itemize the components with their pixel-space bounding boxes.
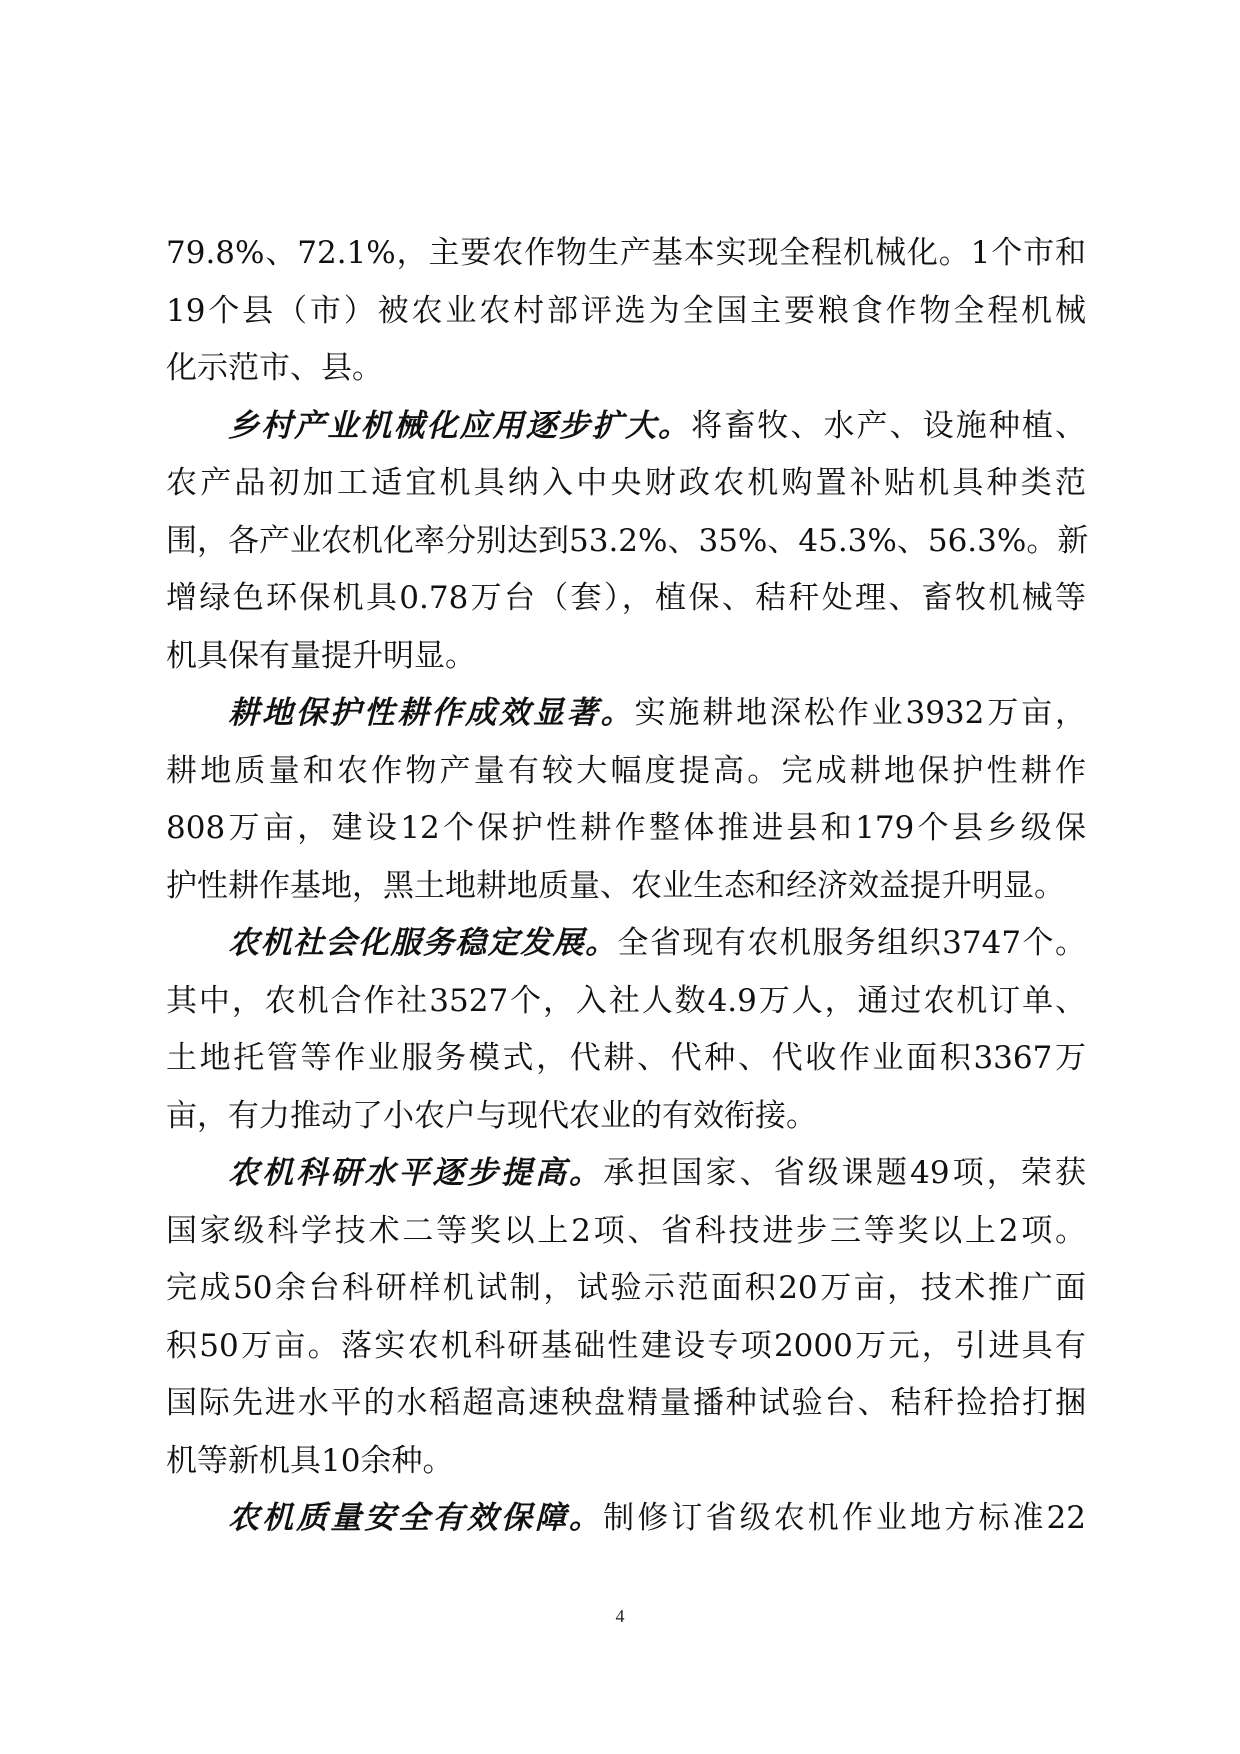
text-line: 79.8%、72.1%，主要农作物生产基本实现全程机械化。1个市和 — [166, 235, 1086, 271]
paragraph — [166, 685, 1086, 915]
text-segment: 全省现有农机服务组织3747个。 — [617, 925, 1086, 961]
paragraph-heading: 耕地保护性耕作成效显著。 — [228, 695, 635, 731]
text-line: 机具保有量提升明显。 — [166, 637, 476, 674]
paragraph-heading: 乡村产业机械化应用逐步扩大。 — [228, 407, 692, 444]
paragraph — [166, 915, 1086, 1145]
paragraph — [166, 1490, 1086, 1548]
text-segment: 承担国家、省级课题49项，荣获 — [603, 1155, 1086, 1191]
text-line: 国际先进水平的水稻超高速秧盘精量播种试验台、秸秆捡拾打捆 — [166, 1385, 1086, 1421]
text-line: 农产品初加工适宜机具纳入中央财政农机购置补贴机具种类范 — [166, 465, 1086, 501]
text-line — [166, 915, 1086, 973]
text-line: 其中，农机合作社3527个，入社人数4.9万人，通过农机订单、 — [166, 982, 1086, 1019]
text-line: 机等新机具10余种。 — [166, 1442, 454, 1479]
paragraph-heading: 农机社会化服务稳定发展。 — [228, 925, 618, 961]
paragraph-heading: 农机科研水平逐步提高。 — [228, 1155, 604, 1191]
text-line: 增绿色环保机具0.78万台（套），植保、秸秆处理、畜牧机械等 — [166, 580, 1086, 616]
text-segment: 制修订省级农机作业地方标准22 — [603, 1500, 1086, 1536]
text-line — [166, 1145, 1086, 1203]
document-body — [166, 225, 1089, 1548]
paragraph — [166, 225, 1086, 398]
paragraph — [166, 398, 1089, 686]
text-line: 亩，有力推动了小农户与现代农业的有效衔接。 — [166, 1097, 817, 1134]
text-line: 耕地质量和农作物产量有较大幅度提高。完成耕地保护性耕作 — [166, 752, 1086, 789]
text-line: 完成50余台科研样机试制，试验示范面积20万亩，技术推广面 — [166, 1270, 1086, 1306]
text-line: 积50万亩。落实农机科研基础性建设专项2000万元，引进具有 — [166, 1327, 1086, 1364]
text-line — [166, 1490, 1086, 1548]
page-number: 4 — [615, 1606, 625, 1626]
text-segment: 将畜牧、水产、设施种植、 — [691, 407, 1087, 444]
text-line — [166, 685, 1086, 743]
text-line: 化示范市、县。 — [166, 350, 383, 386]
text-line: 土地托管等作业服务模式，代耕、代种、代收作业面积3367万 — [166, 1040, 1086, 1076]
text-line: 围，各产业农机化率分别达到53.2%、35%、45.3%、56.3%。新 — [166, 522, 1089, 559]
text-line — [166, 398, 1086, 456]
paragraph-heading: 农机质量安全有效保障。 — [228, 1500, 604, 1536]
text-line: 808万亩，建设12个保护性耕作整体推进县和179个县乡级保 — [166, 810, 1086, 846]
text-segment: 实施耕地深松作业3932万亩， — [634, 695, 1086, 731]
text-line: 国家级科学技术二等奖以上2项、省科技进步三等奖以上2项。 — [166, 1212, 1086, 1249]
paragraph — [166, 1145, 1086, 1490]
text-line: 19个县（市）被农业农村部评选为全国主要粮食作物全程机械 — [166, 292, 1086, 329]
text-line: 护性耕作基地，黑土地耕地质量、农业生态和经济效益提升明显。 — [166, 867, 1065, 904]
